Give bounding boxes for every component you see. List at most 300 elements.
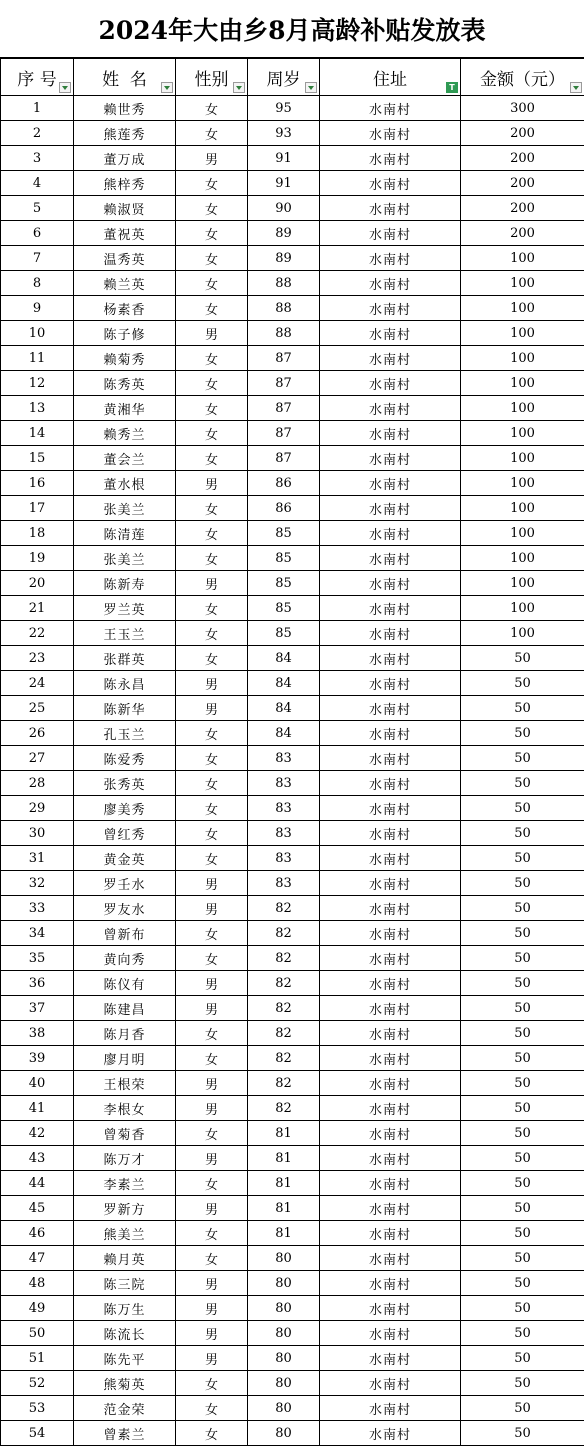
cell-gender[interactable]: 女: [176, 721, 248, 746]
cell-name[interactable]: 孔玉兰: [74, 721, 176, 746]
cell-name[interactable]: 赖月英: [74, 1246, 176, 1271]
cell-name[interactable]: 熊梓秀: [74, 171, 176, 196]
cell-index[interactable]: 27: [1, 746, 74, 771]
cell-name[interactable]: 黄金英: [74, 846, 176, 871]
cell-age[interactable]: 93: [248, 121, 320, 146]
cell-age[interactable]: 80: [248, 1296, 320, 1321]
cell-amount[interactable]: 300: [461, 96, 584, 121]
cell-index[interactable]: 8: [1, 271, 74, 296]
filter-dropdown-icon[interactable]: [570, 82, 582, 93]
cell-gender[interactable]: 女: [176, 621, 248, 646]
cell-index[interactable]: 15: [1, 446, 74, 471]
cell-gender[interactable]: 女: [176, 421, 248, 446]
cell-amount[interactable]: 100: [461, 571, 584, 596]
cell-amount[interactable]: 50: [461, 1246, 584, 1271]
cell-gender[interactable]: 女: [176, 171, 248, 196]
cell-gender[interactable]: 男: [176, 1271, 248, 1296]
cell-gender[interactable]: 女: [176, 1246, 248, 1271]
cell-address[interactable]: 水南村: [320, 746, 461, 771]
cell-name[interactable]: 张美兰: [74, 546, 176, 571]
cell-gender[interactable]: 男: [176, 896, 248, 921]
cell-index[interactable]: 36: [1, 971, 74, 996]
cell-name[interactable]: 赖菊秀: [74, 346, 176, 371]
cell-gender[interactable]: 女: [176, 546, 248, 571]
cell-amount[interactable]: 50: [461, 1046, 584, 1071]
cell-amount[interactable]: 50: [461, 946, 584, 971]
cell-name[interactable]: 熊美兰: [74, 1221, 176, 1246]
cell-gender[interactable]: 女: [176, 1121, 248, 1146]
cell-name[interactable]: 赖兰英: [74, 271, 176, 296]
cell-address[interactable]: 水南村: [320, 521, 461, 546]
cell-address[interactable]: 水南村: [320, 721, 461, 746]
cell-index[interactable]: 22: [1, 621, 74, 646]
cell-index[interactable]: 33: [1, 896, 74, 921]
cell-age[interactable]: 80: [248, 1421, 320, 1446]
cell-address[interactable]: 水南村: [320, 196, 461, 221]
cell-index[interactable]: 51: [1, 1346, 74, 1371]
cell-index[interactable]: 42: [1, 1121, 74, 1146]
cell-age[interactable]: 82: [248, 1096, 320, 1121]
cell-age[interactable]: 82: [248, 1046, 320, 1071]
cell-amount[interactable]: 200: [461, 221, 584, 246]
cell-name[interactable]: 陈新寿: [74, 571, 176, 596]
cell-name[interactable]: 曾菊香: [74, 1121, 176, 1146]
cell-gender[interactable]: 女: [176, 796, 248, 821]
cell-index[interactable]: 11: [1, 346, 74, 371]
cell-address[interactable]: 水南村: [320, 546, 461, 571]
cell-name[interactable]: 陈子修: [74, 321, 176, 346]
cell-age[interactable]: 87: [248, 371, 320, 396]
cell-age[interactable]: 81: [248, 1121, 320, 1146]
cell-index[interactable]: 30: [1, 821, 74, 846]
cell-age[interactable]: 95: [248, 96, 320, 121]
cell-age[interactable]: 82: [248, 896, 320, 921]
cell-address[interactable]: 水南村: [320, 1221, 461, 1246]
cell-amount[interactable]: 50: [461, 1196, 584, 1221]
cell-address[interactable]: 水南村: [320, 221, 461, 246]
cell-gender[interactable]: 女: [176, 446, 248, 471]
cell-index[interactable]: 35: [1, 946, 74, 971]
cell-address[interactable]: 水南村: [320, 496, 461, 521]
cell-index[interactable]: 54: [1, 1421, 74, 1446]
cell-gender[interactable]: 男: [176, 146, 248, 171]
cell-index[interactable]: 47: [1, 1246, 74, 1271]
cell-address[interactable]: 水南村: [320, 646, 461, 671]
cell-index[interactable]: 39: [1, 1046, 74, 1071]
cell-gender[interactable]: 女: [176, 771, 248, 796]
cell-age[interactable]: 83: [248, 796, 320, 821]
cell-gender[interactable]: 女: [176, 1171, 248, 1196]
cell-gender[interactable]: 男: [176, 1071, 248, 1096]
cell-gender[interactable]: 女: [176, 821, 248, 846]
cell-address[interactable]: 水南村: [320, 671, 461, 696]
cell-name[interactable]: 罗兰英: [74, 596, 176, 621]
cell-index[interactable]: 41: [1, 1096, 74, 1121]
cell-name[interactable]: 张美兰: [74, 496, 176, 521]
cell-amount[interactable]: 50: [461, 1346, 584, 1371]
cell-address[interactable]: 水南村: [320, 1321, 461, 1346]
cell-gender[interactable]: 女: [176, 496, 248, 521]
cell-amount[interactable]: 50: [461, 1021, 584, 1046]
cell-amount[interactable]: 50: [461, 1396, 584, 1421]
cell-amount[interactable]: 100: [461, 446, 584, 471]
cell-name[interactable]: 陈三院: [74, 1271, 176, 1296]
cell-index[interactable]: 4: [1, 171, 74, 196]
cell-gender[interactable]: 男: [176, 1096, 248, 1121]
cell-age[interactable]: 87: [248, 346, 320, 371]
cell-gender[interactable]: 男: [176, 1321, 248, 1346]
cell-gender[interactable]: 女: [176, 396, 248, 421]
cell-age[interactable]: 80: [248, 1246, 320, 1271]
cell-name[interactable]: 温秀英: [74, 246, 176, 271]
cell-amount[interactable]: 100: [461, 371, 584, 396]
filter-dropdown-icon[interactable]: [161, 82, 173, 93]
cell-address[interactable]: 水南村: [320, 896, 461, 921]
cell-index[interactable]: 9: [1, 296, 74, 321]
cell-gender[interactable]: 女: [176, 346, 248, 371]
cell-amount[interactable]: 50: [461, 846, 584, 871]
cell-index[interactable]: 3: [1, 146, 74, 171]
cell-gender[interactable]: 女: [176, 1396, 248, 1421]
cell-amount[interactable]: 50: [461, 671, 584, 696]
cell-gender[interactable]: 女: [176, 1221, 248, 1246]
cell-index[interactable]: 17: [1, 496, 74, 521]
cell-name[interactable]: 罗友水: [74, 896, 176, 921]
cell-age[interactable]: 82: [248, 921, 320, 946]
cell-gender[interactable]: 女: [176, 296, 248, 321]
cell-amount[interactable]: 100: [461, 471, 584, 496]
cell-amount[interactable]: 50: [461, 796, 584, 821]
cell-gender[interactable]: 女: [176, 921, 248, 946]
cell-amount[interactable]: 50: [461, 1171, 584, 1196]
cell-name[interactable]: 陈流长: [74, 1321, 176, 1346]
cell-index[interactable]: 10: [1, 321, 74, 346]
cell-address[interactable]: 水南村: [320, 1371, 461, 1396]
cell-name[interactable]: 杨素香: [74, 296, 176, 321]
cell-amount[interactable]: 100: [461, 396, 584, 421]
cell-gender[interactable]: 男: [176, 971, 248, 996]
cell-amount[interactable]: 50: [461, 721, 584, 746]
filter-dropdown-icon[interactable]: [59, 82, 71, 93]
cell-age[interactable]: 89: [248, 221, 320, 246]
cell-amount[interactable]: 50: [461, 1321, 584, 1346]
cell-age[interactable]: 80: [248, 1396, 320, 1421]
cell-name[interactable]: 陈万才: [74, 1146, 176, 1171]
cell-address[interactable]: 水南村: [320, 1171, 461, 1196]
cell-age[interactable]: 85: [248, 546, 320, 571]
cell-name[interactable]: 赖淑贤: [74, 196, 176, 221]
cell-gender[interactable]: 女: [176, 271, 248, 296]
cell-address[interactable]: 水南村: [320, 1271, 461, 1296]
cell-address[interactable]: 水南村: [320, 96, 461, 121]
filter-active-icon[interactable]: T: [446, 82, 458, 93]
cell-name[interactable]: 陈清莲: [74, 521, 176, 546]
cell-name[interactable]: 熊莲秀: [74, 121, 176, 146]
cell-age[interactable]: 84: [248, 671, 320, 696]
cell-index[interactable]: 2: [1, 121, 74, 146]
cell-index[interactable]: 16: [1, 471, 74, 496]
cell-address[interactable]: 水南村: [320, 1296, 461, 1321]
cell-name[interactable]: 罗壬水: [74, 871, 176, 896]
cell-age[interactable]: 91: [248, 171, 320, 196]
cell-gender[interactable]: 女: [176, 521, 248, 546]
cell-name[interactable]: 曾新布: [74, 921, 176, 946]
cell-name[interactable]: 张秀英: [74, 771, 176, 796]
cell-age[interactable]: 87: [248, 421, 320, 446]
cell-age[interactable]: 84: [248, 696, 320, 721]
cell-name[interactable]: 陈月香: [74, 1021, 176, 1046]
cell-amount[interactable]: 50: [461, 971, 584, 996]
cell-amount[interactable]: 100: [461, 296, 584, 321]
cell-gender[interactable]: 女: [176, 246, 248, 271]
cell-age[interactable]: 88: [248, 271, 320, 296]
cell-address[interactable]: 水南村: [320, 1246, 461, 1271]
cell-name[interactable]: 王玉兰: [74, 621, 176, 646]
cell-gender[interactable]: 女: [176, 371, 248, 396]
cell-gender[interactable]: 男: [176, 1196, 248, 1221]
cell-name[interactable]: 廖月明: [74, 1046, 176, 1071]
cell-age[interactable]: 81: [248, 1196, 320, 1221]
cell-name[interactable]: 陈新华: [74, 696, 176, 721]
cell-index[interactable]: 32: [1, 871, 74, 896]
filter-dropdown-icon[interactable]: [233, 82, 245, 93]
cell-age[interactable]: 83: [248, 746, 320, 771]
cell-name[interactable]: 陈万生: [74, 1296, 176, 1321]
cell-gender[interactable]: 男: [176, 321, 248, 346]
cell-index[interactable]: 45: [1, 1196, 74, 1221]
cell-amount[interactable]: 50: [461, 896, 584, 921]
cell-age[interactable]: 86: [248, 471, 320, 496]
cell-amount[interactable]: 50: [461, 1221, 584, 1246]
cell-amount[interactable]: 100: [461, 421, 584, 446]
cell-gender[interactable]: 女: [176, 846, 248, 871]
cell-gender[interactable]: 男: [176, 571, 248, 596]
cell-amount[interactable]: 50: [461, 1371, 584, 1396]
cell-gender[interactable]: 女: [176, 1421, 248, 1446]
cell-address[interactable]: 水南村: [320, 946, 461, 971]
cell-gender[interactable]: 女: [176, 596, 248, 621]
cell-index[interactable]: 43: [1, 1146, 74, 1171]
cell-gender[interactable]: 女: [176, 946, 248, 971]
cell-index[interactable]: 40: [1, 1071, 74, 1096]
cell-age[interactable]: 83: [248, 871, 320, 896]
cell-name[interactable]: 范金荣: [74, 1396, 176, 1421]
cell-address[interactable]: 水南村: [320, 771, 461, 796]
cell-address[interactable]: 水南村: [320, 296, 461, 321]
cell-index[interactable]: 52: [1, 1371, 74, 1396]
cell-index[interactable]: 1: [1, 96, 74, 121]
cell-gender[interactable]: 男: [176, 471, 248, 496]
cell-name[interactable]: 曾素兰: [74, 1421, 176, 1446]
cell-gender[interactable]: 女: [176, 1046, 248, 1071]
cell-name[interactable]: 熊菊英: [74, 1371, 176, 1396]
cell-gender[interactable]: 女: [176, 96, 248, 121]
cell-address[interactable]: 水南村: [320, 821, 461, 846]
cell-index[interactable]: 18: [1, 521, 74, 546]
cell-address[interactable]: 水南村: [320, 371, 461, 396]
cell-age[interactable]: 86: [248, 496, 320, 521]
cell-name[interactable]: 廖美秀: [74, 796, 176, 821]
cell-address[interactable]: 水南村: [320, 621, 461, 646]
cell-index[interactable]: 25: [1, 696, 74, 721]
cell-address[interactable]: 水南村: [320, 321, 461, 346]
cell-gender[interactable]: 男: [176, 671, 248, 696]
cell-name[interactable]: 陈先平: [74, 1346, 176, 1371]
cell-address[interactable]: 水南村: [320, 271, 461, 296]
cell-age[interactable]: 84: [248, 646, 320, 671]
cell-amount[interactable]: 200: [461, 196, 584, 221]
cell-age[interactable]: 85: [248, 621, 320, 646]
cell-address[interactable]: 水南村: [320, 596, 461, 621]
cell-age[interactable]: 88: [248, 321, 320, 346]
cell-amount[interactable]: 50: [461, 1421, 584, 1446]
cell-amount[interactable]: 100: [461, 621, 584, 646]
cell-age[interactable]: 81: [248, 1221, 320, 1246]
cell-age[interactable]: 81: [248, 1171, 320, 1196]
cell-gender[interactable]: 女: [176, 746, 248, 771]
cell-address[interactable]: 水南村: [320, 421, 461, 446]
cell-name[interactable]: 曾红秀: [74, 821, 176, 846]
cell-age[interactable]: 87: [248, 446, 320, 471]
cell-index[interactable]: 48: [1, 1271, 74, 1296]
cell-name[interactable]: 李素兰: [74, 1171, 176, 1196]
cell-amount[interactable]: 200: [461, 121, 584, 146]
cell-address[interactable]: 水南村: [320, 921, 461, 946]
cell-amount[interactable]: 100: [461, 321, 584, 346]
cell-index[interactable]: 38: [1, 1021, 74, 1046]
cell-address[interactable]: 水南村: [320, 1046, 461, 1071]
cell-name[interactable]: 董水根: [74, 471, 176, 496]
cell-age[interactable]: 85: [248, 596, 320, 621]
cell-index[interactable]: 29: [1, 796, 74, 821]
cell-amount[interactable]: 100: [461, 246, 584, 271]
cell-amount[interactable]: 50: [461, 696, 584, 721]
cell-age[interactable]: 83: [248, 846, 320, 871]
cell-amount[interactable]: 50: [461, 1121, 584, 1146]
cell-address[interactable]: 水南村: [320, 846, 461, 871]
cell-index[interactable]: 14: [1, 421, 74, 446]
cell-address[interactable]: 水南村: [320, 121, 461, 146]
cell-address[interactable]: 水南村: [320, 346, 461, 371]
cell-amount[interactable]: 50: [461, 1146, 584, 1171]
cell-address[interactable]: 水南村: [320, 1121, 461, 1146]
cell-gender[interactable]: 女: [176, 221, 248, 246]
cell-age[interactable]: 82: [248, 996, 320, 1021]
cell-gender[interactable]: 男: [176, 871, 248, 896]
cell-age[interactable]: 88: [248, 296, 320, 321]
cell-address[interactable]: 水南村: [320, 1396, 461, 1421]
cell-amount[interactable]: 50: [461, 1096, 584, 1121]
cell-name[interactable]: 董会兰: [74, 446, 176, 471]
cell-amount[interactable]: 200: [461, 171, 584, 196]
cell-address[interactable]: 水南村: [320, 1196, 461, 1221]
cell-index[interactable]: 19: [1, 546, 74, 571]
cell-index[interactable]: 50: [1, 1321, 74, 1346]
cell-name[interactable]: 李根女: [74, 1096, 176, 1121]
cell-gender[interactable]: 男: [176, 1296, 248, 1321]
cell-address[interactable]: 水南村: [320, 396, 461, 421]
cell-index[interactable]: 49: [1, 1296, 74, 1321]
cell-index[interactable]: 12: [1, 371, 74, 396]
cell-age[interactable]: 90: [248, 196, 320, 221]
cell-address[interactable]: 水南村: [320, 871, 461, 896]
cell-name[interactable]: 董祝英: [74, 221, 176, 246]
cell-name[interactable]: 董万成: [74, 146, 176, 171]
cell-gender[interactable]: 男: [176, 696, 248, 721]
cell-address[interactable]: 水南村: [320, 971, 461, 996]
cell-address[interactable]: 水南村: [320, 471, 461, 496]
cell-index[interactable]: 6: [1, 221, 74, 246]
cell-index[interactable]: 44: [1, 1171, 74, 1196]
cell-age[interactable]: 85: [248, 521, 320, 546]
cell-age[interactable]: 87: [248, 396, 320, 421]
cell-index[interactable]: 46: [1, 1221, 74, 1246]
cell-index[interactable]: 26: [1, 721, 74, 746]
cell-age[interactable]: 89: [248, 246, 320, 271]
cell-amount[interactable]: 50: [461, 746, 584, 771]
filter-dropdown-icon[interactable]: [305, 82, 317, 93]
cell-gender[interactable]: 男: [176, 996, 248, 1021]
cell-age[interactable]: 81: [248, 1146, 320, 1171]
cell-index[interactable]: 7: [1, 246, 74, 271]
cell-address[interactable]: 水南村: [320, 1021, 461, 1046]
cell-index[interactable]: 31: [1, 846, 74, 871]
cell-index[interactable]: 28: [1, 771, 74, 796]
cell-gender[interactable]: 女: [176, 196, 248, 221]
cell-address[interactable]: 水南村: [320, 1096, 461, 1121]
cell-amount[interactable]: 50: [461, 1271, 584, 1296]
cell-address[interactable]: 水南村: [320, 171, 461, 196]
cell-name[interactable]: 张群英: [74, 646, 176, 671]
cell-address[interactable]: 水南村: [320, 446, 461, 471]
cell-name[interactable]: 黄向秀: [74, 946, 176, 971]
cell-name[interactable]: 赖秀兰: [74, 421, 176, 446]
cell-address[interactable]: 水南村: [320, 1146, 461, 1171]
cell-age[interactable]: 80: [248, 1271, 320, 1296]
cell-age[interactable]: 85: [248, 571, 320, 596]
cell-name[interactable]: 陈建昌: [74, 996, 176, 1021]
cell-amount[interactable]: 50: [461, 921, 584, 946]
cell-age[interactable]: 82: [248, 971, 320, 996]
cell-gender[interactable]: 女: [176, 1021, 248, 1046]
cell-index[interactable]: 53: [1, 1396, 74, 1421]
cell-name[interactable]: 王根荣: [74, 1071, 176, 1096]
cell-name[interactable]: 赖世秀: [74, 96, 176, 121]
cell-address[interactable]: 水南村: [320, 696, 461, 721]
cell-age[interactable]: 84: [248, 721, 320, 746]
cell-index[interactable]: 23: [1, 646, 74, 671]
cell-gender[interactable]: 男: [176, 1346, 248, 1371]
cell-address[interactable]: 水南村: [320, 1421, 461, 1446]
cell-gender[interactable]: 男: [176, 1146, 248, 1171]
cell-address[interactable]: 水南村: [320, 1071, 461, 1096]
cell-amount[interactable]: 50: [461, 1296, 584, 1321]
cell-amount[interactable]: 100: [461, 521, 584, 546]
cell-gender[interactable]: 女: [176, 646, 248, 671]
cell-amount[interactable]: 100: [461, 546, 584, 571]
cell-amount[interactable]: 50: [461, 821, 584, 846]
cell-index[interactable]: 37: [1, 996, 74, 1021]
cell-age[interactable]: 82: [248, 1071, 320, 1096]
cell-index[interactable]: 5: [1, 196, 74, 221]
cell-amount[interactable]: 50: [461, 996, 584, 1021]
cell-amount[interactable]: 100: [461, 271, 584, 296]
cell-age[interactable]: 83: [248, 821, 320, 846]
cell-amount[interactable]: 100: [461, 596, 584, 621]
cell-address[interactable]: 水南村: [320, 146, 461, 171]
cell-address[interactable]: 水南村: [320, 246, 461, 271]
cell-name[interactable]: 陈永昌: [74, 671, 176, 696]
